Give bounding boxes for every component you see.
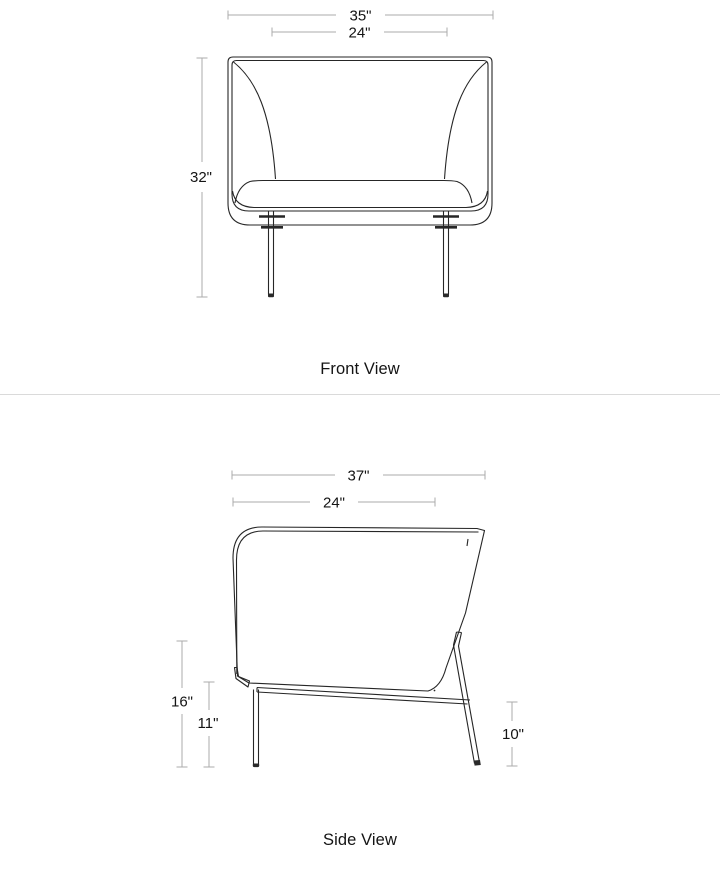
front-chair-drawing bbox=[228, 57, 492, 297]
front-left-leg-foot bbox=[268, 294, 274, 298]
front-seat-width-label: 24" bbox=[348, 24, 371, 42]
side-seat-height-dimension bbox=[198, 682, 219, 767]
front-chair-left-arm-curve bbox=[234, 62, 276, 179]
front-chair-right-arm-curve bbox=[445, 62, 487, 179]
side-view-drawing bbox=[0, 394, 720, 871]
front-chair-seat-cushion bbox=[235, 181, 472, 204]
side-rear-leg bbox=[454, 632, 480, 764]
front-view-drawing bbox=[0, 0, 720, 394]
side-front-leg-foot bbox=[253, 764, 259, 768]
side-chair-seam-dot bbox=[434, 690, 436, 692]
side-overall-depth-label: 37" bbox=[347, 467, 370, 485]
front-overall-width-label: 35" bbox=[349, 7, 372, 25]
side-chair-inner-seam bbox=[237, 531, 479, 674]
front-chair-outer-shell bbox=[228, 57, 492, 225]
side-rear-leg-height-label: 10" bbox=[501, 726, 525, 743]
front-seat-width-dimension bbox=[272, 25, 447, 42]
side-rear-leg-height-dimension bbox=[502, 702, 524, 766]
side-overall-depth-dimension bbox=[232, 468, 485, 485]
front-view-title: Front View bbox=[320, 360, 400, 378]
side-chair-outer-body bbox=[233, 527, 485, 691]
front-chair-seat-seam bbox=[233, 191, 488, 208]
side-view-title: Side View bbox=[323, 831, 397, 849]
side-rear-leg-foot bbox=[474, 760, 481, 766]
side-arm-height-dimension bbox=[171, 641, 193, 767]
side-seat-height-label: 11" bbox=[197, 715, 219, 732]
front-view-panel bbox=[0, 0, 720, 394]
side-chair-rail bbox=[257, 688, 470, 705]
side-arm-height-label: 16" bbox=[170, 693, 194, 711]
front-overall-width-dimension bbox=[228, 8, 493, 25]
side-seat-depth-dimension bbox=[233, 495, 435, 512]
front-overall-height-dimension bbox=[190, 58, 212, 297]
side-chair-stitch-mark bbox=[467, 539, 468, 546]
front-overall-height-label: 32" bbox=[189, 169, 213, 186]
side-seat-depth-label: 24" bbox=[322, 494, 346, 512]
front-right-leg-foot bbox=[443, 294, 449, 298]
side-chair-drawing bbox=[233, 527, 485, 767]
side-view-panel bbox=[0, 394, 720, 871]
